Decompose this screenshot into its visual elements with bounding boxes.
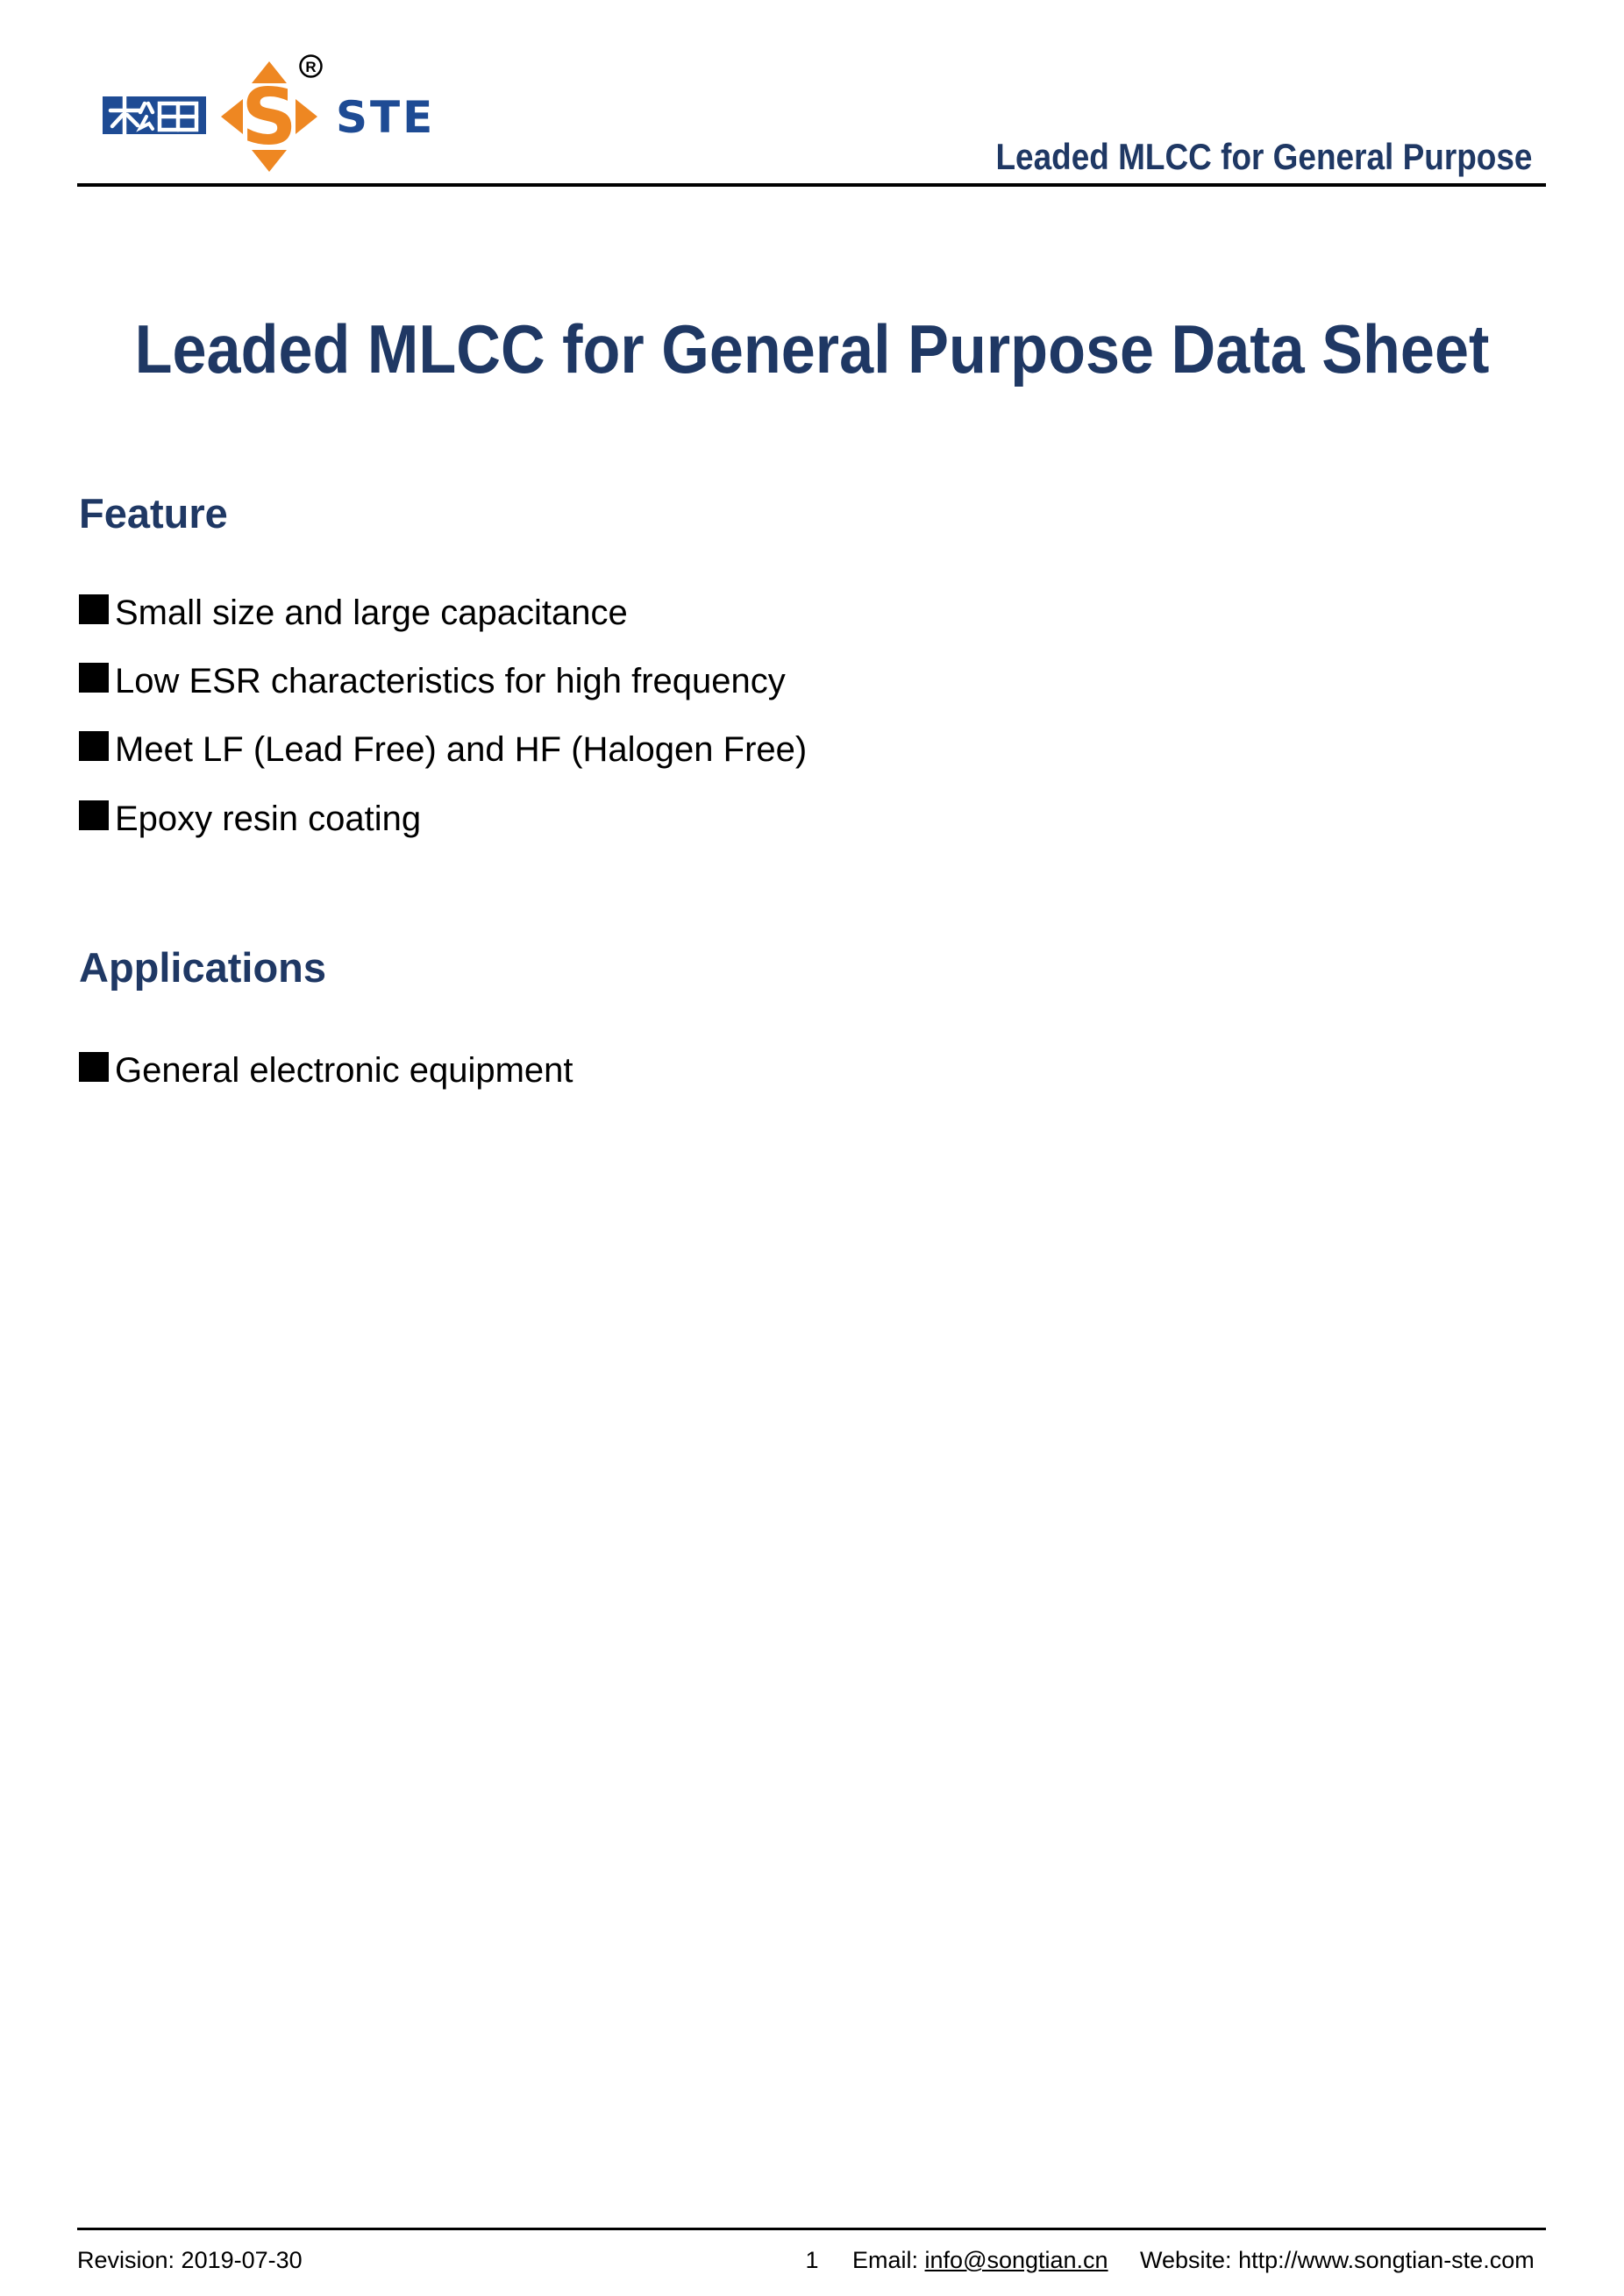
feature-item bbox=[79, 594, 628, 630]
application-item bbox=[79, 1052, 573, 1088]
page-title: Leaded MLCC for General Purpose Data Sheet bbox=[134, 310, 1490, 387]
bullet-square-icon bbox=[79, 800, 109, 830]
email-label: Email: bbox=[852, 2247, 919, 2273]
feature-item-text: Small size and large capacitance bbox=[115, 594, 628, 632]
bullet-square-icon bbox=[79, 731, 109, 761]
feature-item bbox=[79, 663, 786, 699]
cjk-badge bbox=[103, 83, 206, 145]
section-heading-feature: Feature bbox=[79, 490, 228, 537]
triangle-right-icon bbox=[296, 99, 317, 134]
header-divider bbox=[77, 183, 1546, 187]
footer-email bbox=[852, 2246, 1108, 2274]
company-logo bbox=[61, 42, 447, 182]
feature-item-text: Low ESR characteristics for high frequency bbox=[115, 662, 786, 700]
registered-trademark-icon bbox=[301, 56, 322, 77]
doc-type-header: Leaded MLCC for General Purpose bbox=[994, 136, 1532, 177]
website-url: http://www.songtian-ste.com bbox=[1238, 2247, 1535, 2273]
feature-item-text: Epoxy resin coating bbox=[115, 800, 422, 838]
brand-text: STE bbox=[336, 92, 436, 143]
triangle-left-icon bbox=[221, 99, 243, 134]
svg-text:R: R bbox=[305, 59, 317, 75]
bullet-square-icon bbox=[79, 663, 109, 693]
logo-s-letter: S bbox=[241, 72, 297, 162]
website-label: Website: bbox=[1140, 2247, 1232, 2273]
footer-website bbox=[1140, 2246, 1535, 2274]
email-link[interactable]: info@songtian.cn bbox=[924, 2247, 1108, 2273]
footer-divider bbox=[77, 2228, 1546, 2230]
bullet-square-icon bbox=[79, 1052, 109, 1082]
feature-item-text: Meet LF (Lead Free) and HF (Halogen Free) bbox=[115, 730, 808, 769]
feature-item bbox=[79, 800, 421, 836]
feature-item bbox=[79, 731, 807, 767]
section-heading-applications: Applications bbox=[79, 944, 327, 991]
logo-s-mark bbox=[221, 61, 317, 172]
bullet-square-icon bbox=[79, 594, 109, 624]
footer-revision: Revision: 2019-07-30 bbox=[77, 2247, 303, 2273]
application-item-text: General electronic equipment bbox=[115, 1051, 573, 1090]
footer-page-number: 1 bbox=[805, 2247, 819, 2273]
